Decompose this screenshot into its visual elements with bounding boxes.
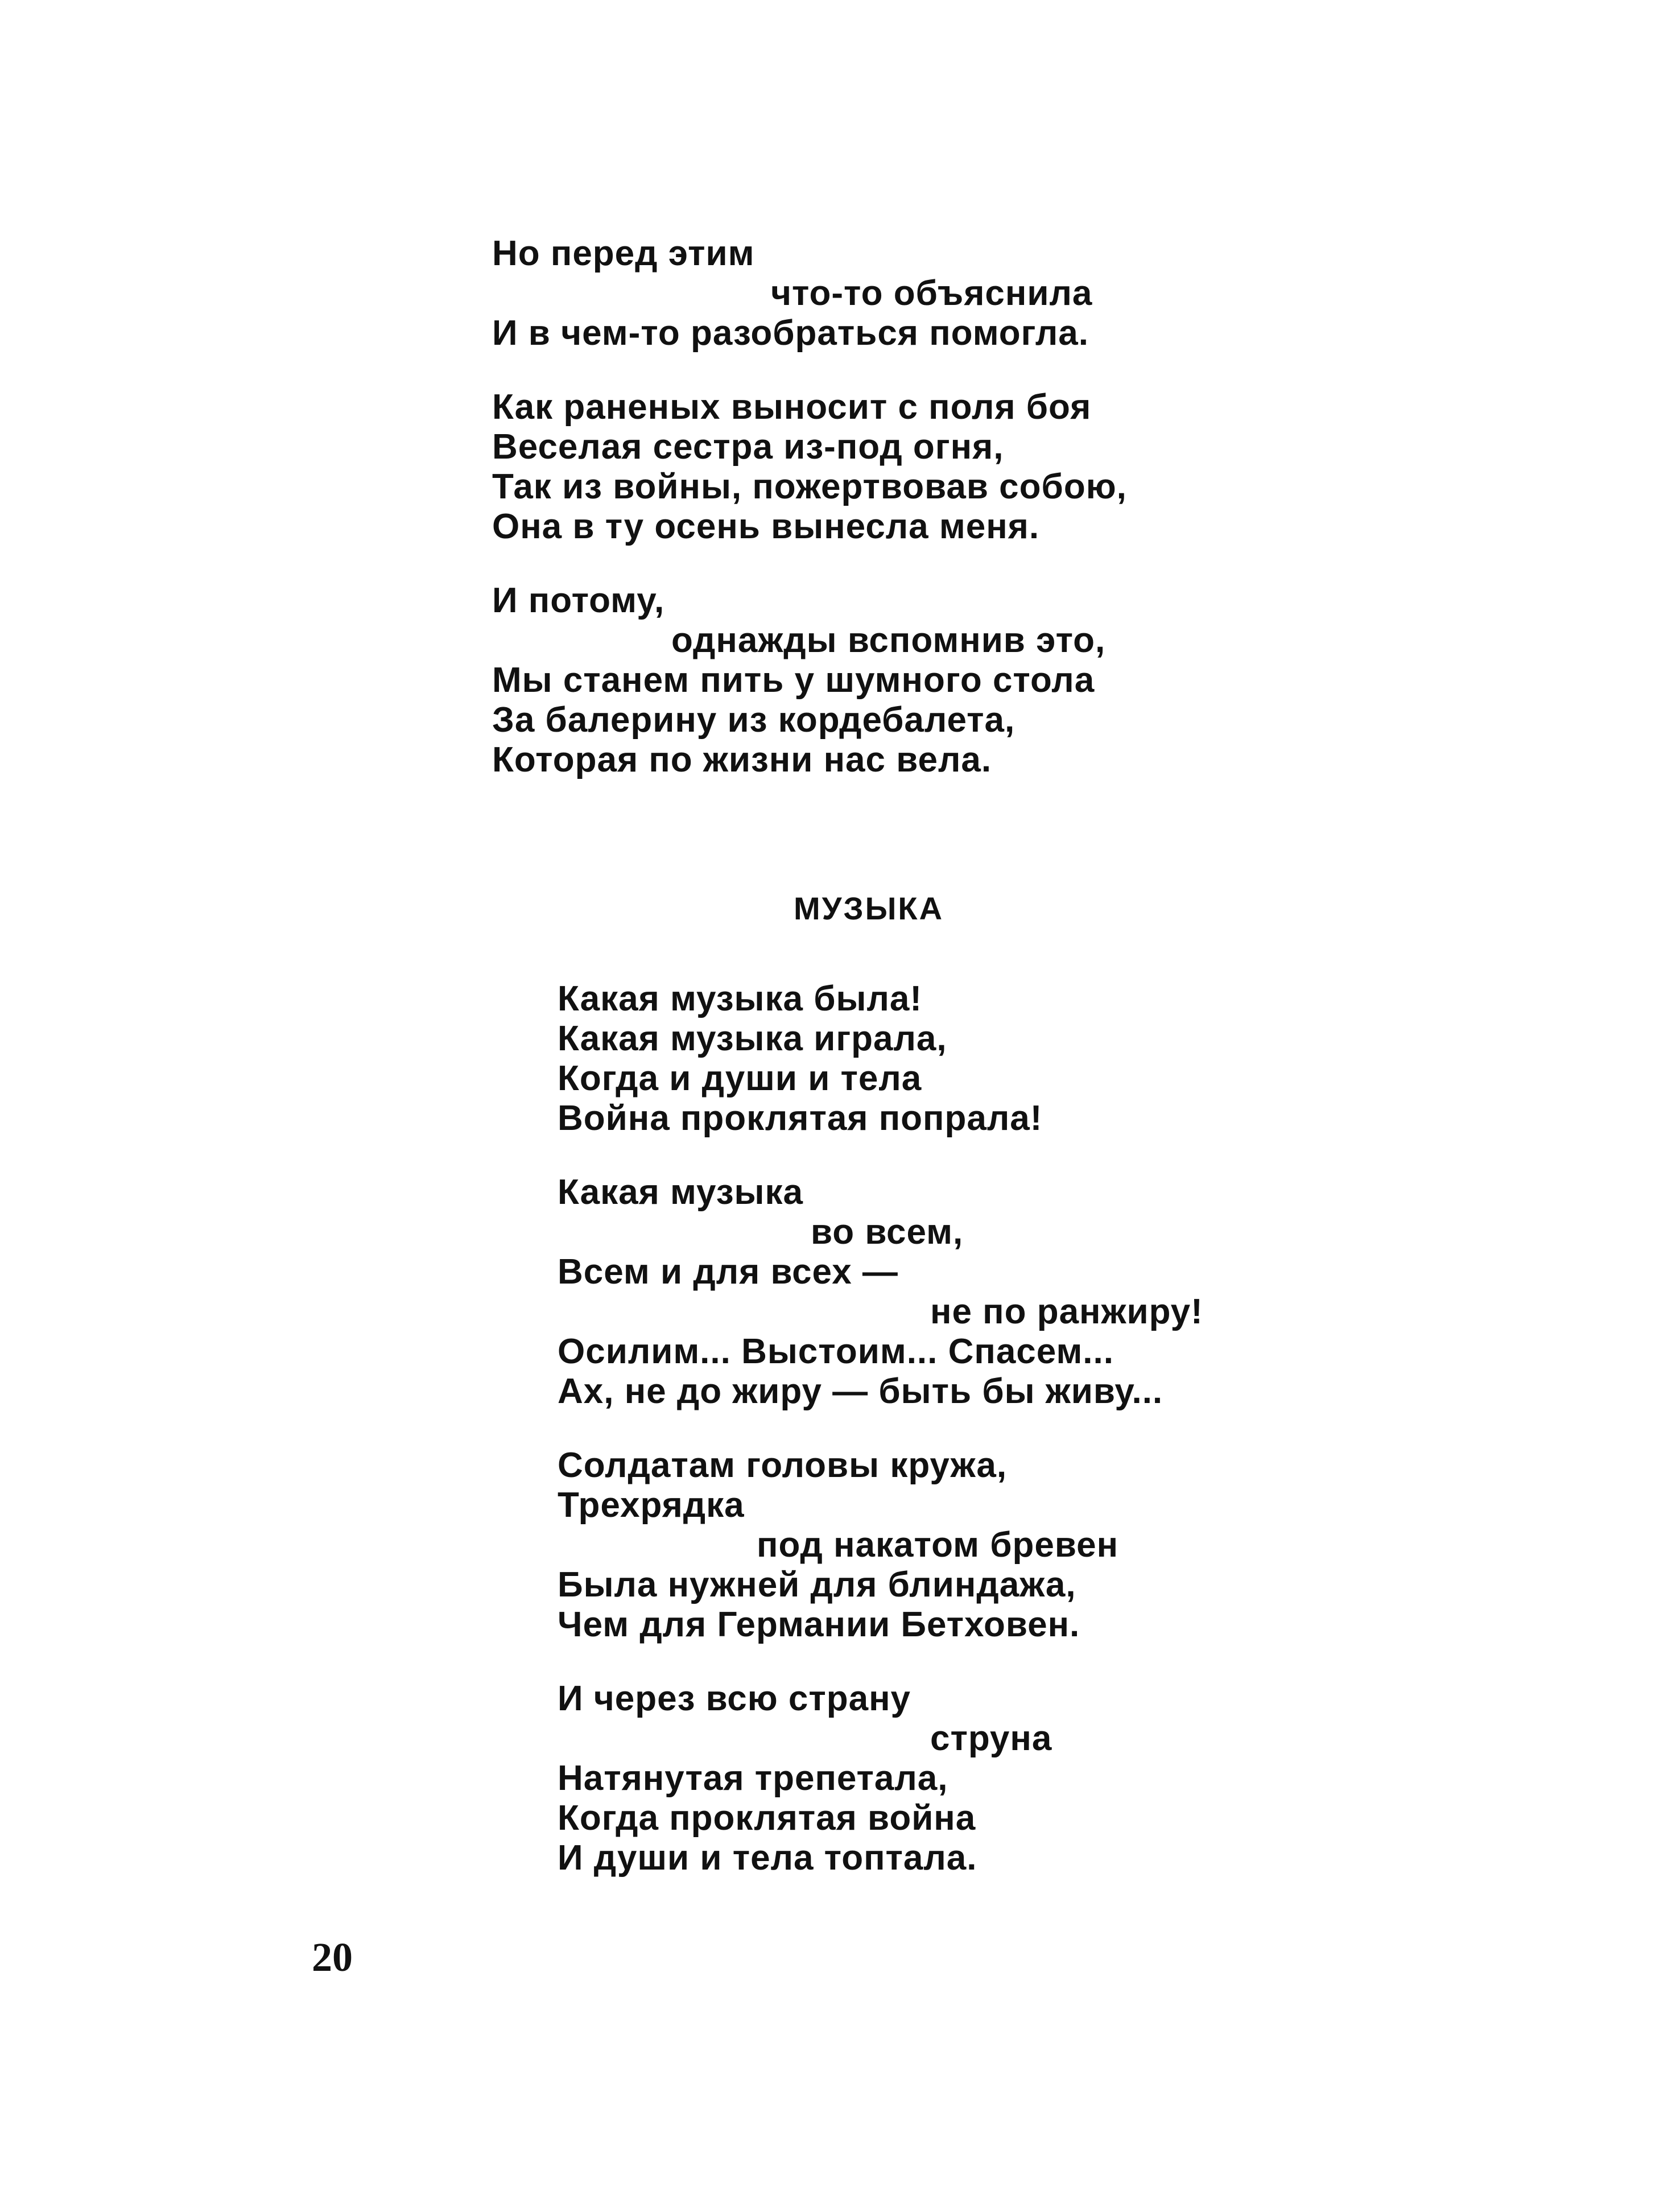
- poem-line: Какая музыка играла,: [558, 1019, 947, 1058]
- poem-line: Но перед этим: [492, 234, 755, 273]
- poem-line: За балерину из кордебалета,: [492, 700, 1016, 740]
- poem-line: Война проклятая попрала!: [558, 1099, 1043, 1138]
- poem-line: Так из войны, пожертвовав собою,: [492, 467, 1127, 506]
- poem-line: Чем для Германии Бетховен.: [558, 1605, 1080, 1644]
- poem-line: под накатом бревен: [757, 1525, 1119, 1565]
- poem-line: Когда проклятая война: [558, 1798, 976, 1838]
- poem-line: И потому,: [492, 581, 665, 620]
- poem-line: струна: [930, 1719, 1052, 1758]
- poem-line: Трехрядка: [558, 1486, 745, 1525]
- poem-line: И в чем-то разобраться помогла.: [492, 313, 1089, 353]
- poem-title: МУЗЫКА: [794, 890, 944, 926]
- poem-line: Осилим... Выстоим... Спасем...: [558, 1332, 1114, 1371]
- poem-line: Мы станем пить у шумного стола: [492, 661, 1095, 700]
- poem-line: Веселая сестра из-под огня,: [492, 427, 1004, 467]
- poem-line: Была нужней для блиндажа,: [558, 1565, 1076, 1604]
- poem-line: Солдатам головы кружа,: [558, 1446, 1008, 1485]
- poem-line: Когда и души и тела: [558, 1059, 922, 1098]
- page-number: 20: [312, 1934, 353, 1980]
- poem-line: Какая музыка: [558, 1173, 803, 1212]
- poem-line: Какая музыка была!: [558, 979, 922, 1018]
- poem-line: однажды вспомнив это,: [671, 621, 1106, 660]
- poem-line: Натянутая трепетала,: [558, 1759, 948, 1798]
- poem-line: И души и тела топтала.: [558, 1838, 977, 1878]
- poem-line: И через всю страну: [558, 1679, 911, 1718]
- poem-line: Всем и для всех —: [558, 1252, 898, 1292]
- poem-line: Она в ту осень вынесла меня.: [492, 507, 1040, 546]
- poem-line: что-то объяснила: [771, 274, 1093, 313]
- poem-line: Как раненых выносит с поля боя: [492, 387, 1092, 427]
- poem-line: во всем,: [811, 1212, 964, 1252]
- poem-line: не по ранжиру!: [930, 1292, 1203, 1331]
- poem-line: Которая по жизни нас вела.: [492, 740, 992, 779]
- poem-line: Ах, не до жиру — быть бы живу...: [558, 1372, 1163, 1411]
